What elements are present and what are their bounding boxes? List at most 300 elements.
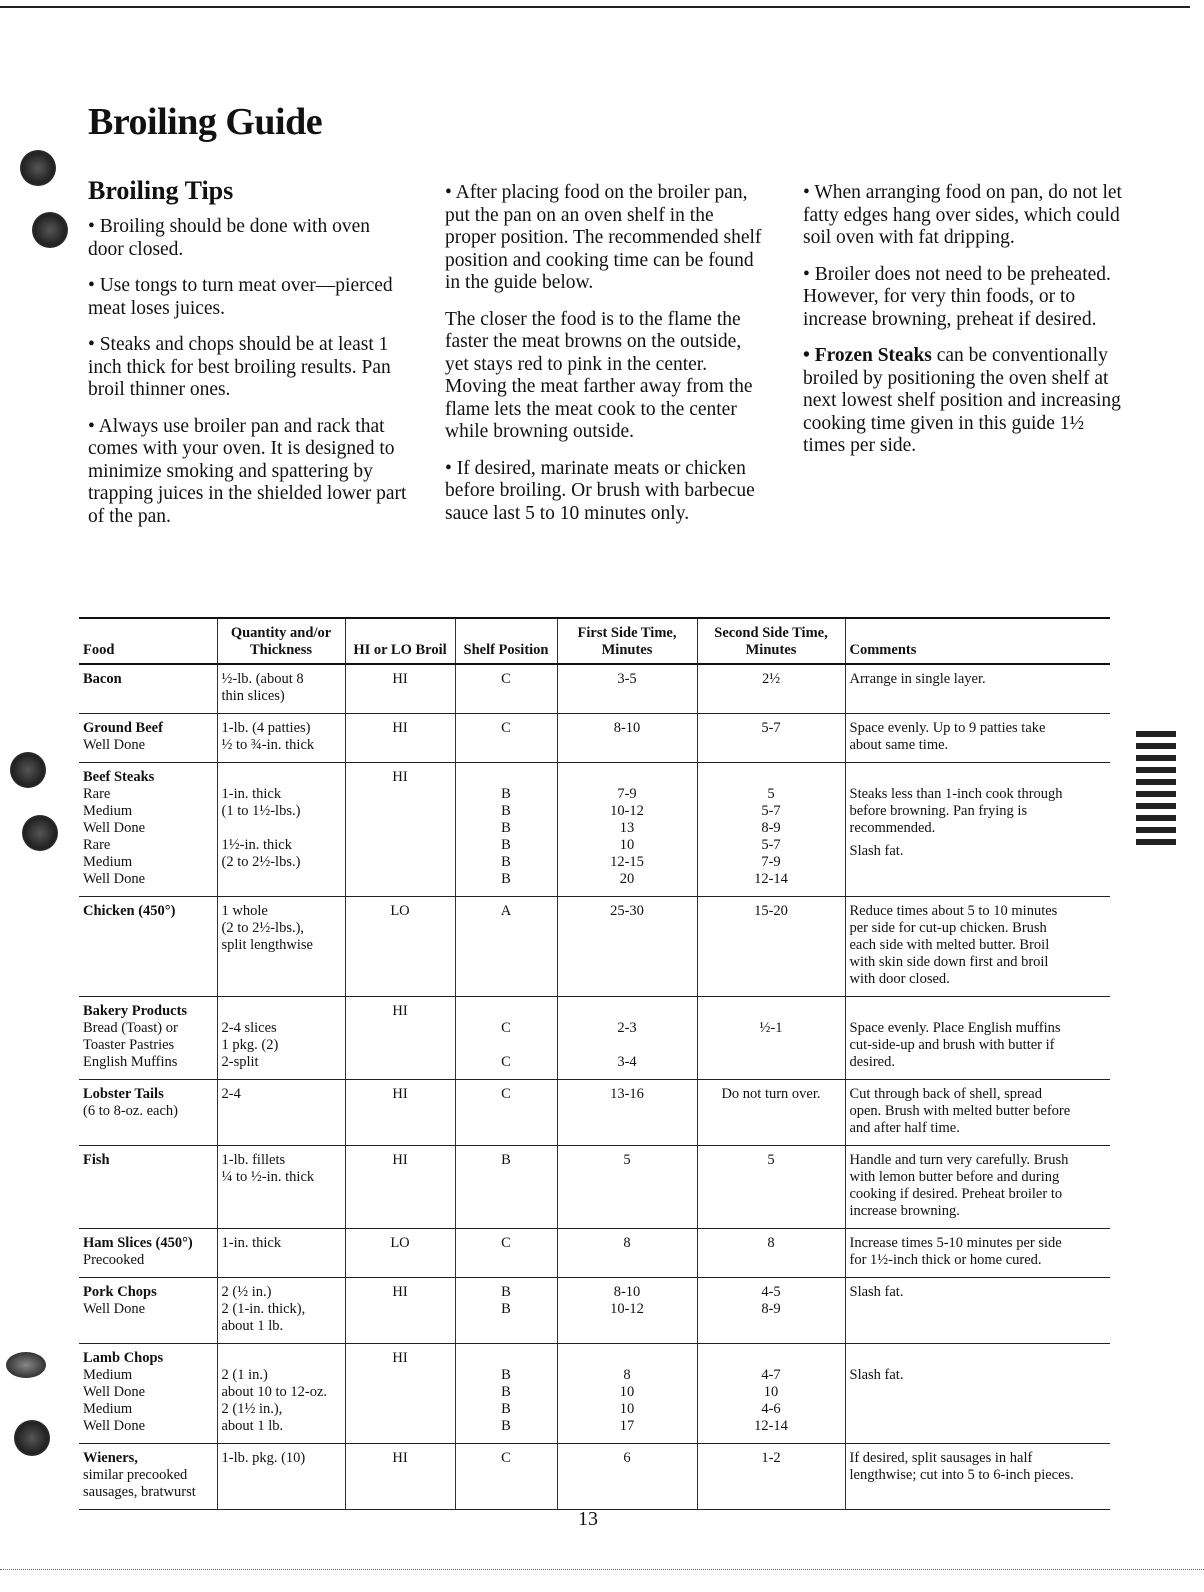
food-cell xyxy=(79,763,217,897)
cell-line: HI xyxy=(392,1450,408,1466)
comments-cell xyxy=(845,1229,1110,1278)
quantity-cell xyxy=(217,1444,345,1510)
broil-cell xyxy=(345,897,455,997)
table-row xyxy=(79,714,1110,763)
cell-line: 10 xyxy=(619,1384,635,1400)
cell-line: Bakery Products xyxy=(83,1003,188,1019)
cell-line: recommended. xyxy=(849,820,936,836)
cell-line: Well Done xyxy=(83,820,146,836)
broil-cell xyxy=(345,714,455,763)
food-cell xyxy=(79,897,217,997)
cell-line: ½-1 xyxy=(759,1020,783,1036)
cell-line xyxy=(222,1350,341,1367)
header-quantity: Quantity and/or Thickness xyxy=(217,618,345,664)
cell-line: 12-14 xyxy=(754,1418,788,1434)
cell-line: HI xyxy=(392,769,408,785)
cell-line xyxy=(702,1350,841,1367)
cell-line: 17 xyxy=(619,1418,635,1434)
comments-cell xyxy=(845,997,1110,1080)
cell-line: 25-30 xyxy=(610,903,644,919)
shelf-cell xyxy=(455,763,557,897)
cell-line: HI xyxy=(392,1152,408,1168)
cell-line: 10 xyxy=(619,1401,635,1417)
quantity-cell xyxy=(217,763,345,897)
cell-line: Ground Beef xyxy=(83,720,163,736)
cell-line: Well Done xyxy=(83,737,146,753)
shelf-cell xyxy=(455,897,557,997)
cell-line xyxy=(850,769,1107,786)
cell-line xyxy=(850,1350,1107,1367)
cell-line: B xyxy=(501,837,511,853)
cell-line xyxy=(562,1350,693,1367)
shelf-cell xyxy=(455,1080,557,1146)
cell-line: Space evenly. Place English muffins xyxy=(849,1020,1061,1036)
cell-line: 13 xyxy=(619,820,635,836)
broil-cell xyxy=(345,1278,455,1344)
cell-line: C xyxy=(501,1054,511,1070)
first-side-cell xyxy=(557,1080,697,1146)
food-cell xyxy=(79,1444,217,1510)
second-side-cell xyxy=(697,1278,845,1344)
food-cell xyxy=(79,1080,217,1146)
cell-line: 8 xyxy=(623,1367,631,1383)
table-row xyxy=(79,997,1110,1080)
cell-line: C xyxy=(501,720,511,736)
cell-line: about 1 lb. xyxy=(221,1418,284,1434)
edge-marks xyxy=(1136,725,1176,851)
comments-cell xyxy=(845,1278,1110,1344)
table-row xyxy=(79,664,1110,714)
cell-line: Lamb Chops xyxy=(83,1350,164,1366)
cell-line xyxy=(702,769,841,786)
cell-line: B xyxy=(501,1384,511,1400)
food-cell xyxy=(79,714,217,763)
food-cell xyxy=(79,997,217,1080)
first-side-cell xyxy=(557,1278,697,1344)
shelf-cell xyxy=(455,664,557,714)
cell-line: HI xyxy=(392,1003,408,1019)
cell-line: per side for cut-up chicken. Brush xyxy=(849,920,1047,936)
second-side-cell xyxy=(697,1080,845,1146)
cell-line: ¼ to ½-in. thick xyxy=(221,1169,315,1185)
broil-cell xyxy=(345,1146,455,1229)
cell-line: for 1½-inch thick or home cured. xyxy=(849,1252,1042,1268)
cell-line: 1-2 xyxy=(761,1450,781,1466)
cell-line: 2-4 xyxy=(221,1086,241,1102)
cell-line: 5-7 xyxy=(761,803,781,819)
tips-column-3 xyxy=(803,182,1123,472)
cell-line: about same time. xyxy=(849,737,949,753)
broil-cell xyxy=(345,1229,455,1278)
cell-line: (6 to 8-oz. each) xyxy=(83,1103,179,1119)
first-side-cell xyxy=(557,763,697,897)
broil-cell xyxy=(345,1344,455,1444)
cell-line: LO xyxy=(390,903,410,919)
cell-line: 1-in. thick xyxy=(221,1235,282,1251)
cell-line xyxy=(460,1037,553,1054)
cell-line xyxy=(222,820,341,837)
comments-cell xyxy=(845,1344,1110,1444)
second-side-cell xyxy=(697,1344,845,1444)
comments-cell xyxy=(845,897,1110,997)
cell-line: 2 (½ in.) xyxy=(221,1284,272,1300)
cell-line: 1 pkg. (2) xyxy=(221,1037,279,1053)
header-shelf: Shelf Position xyxy=(455,618,557,664)
cell-line: Medium xyxy=(83,803,133,819)
cell-line: Rare xyxy=(83,786,111,802)
tip: • If desired, marinate meats or chicken before broiling. Or brush with barbecue sauce last 5 to 10 minutes only. xyxy=(445,457,755,524)
cell-line: similar precooked xyxy=(83,1467,188,1483)
cell-line: about 10 to 12-oz. xyxy=(221,1384,328,1400)
cell-line: B xyxy=(501,1418,511,1434)
binder-hole xyxy=(32,212,68,248)
cell-line: cut-side-up and brush with butter if xyxy=(849,1037,1055,1053)
food-cell xyxy=(79,1229,217,1278)
tip: • Use tongs to turn meat over—pierced meat loses juices. xyxy=(88,275,393,319)
cell-line: Well Done xyxy=(83,1418,146,1434)
shelf-cell xyxy=(455,714,557,763)
cell-line: C xyxy=(501,1235,511,1251)
cell-line: 8-9 xyxy=(761,820,781,836)
quantity-cell xyxy=(217,1146,345,1229)
header-second-side: Second Side Time, Minutes xyxy=(697,618,845,664)
cell-line: Fish xyxy=(83,1152,110,1168)
broil-cell xyxy=(345,664,455,714)
cell-line: 2-split xyxy=(221,1054,259,1070)
cell-line: 2 (1 in.) xyxy=(221,1367,268,1383)
cell-line: B xyxy=(501,1284,511,1300)
cell-line xyxy=(562,1037,693,1054)
cell-line: Ham Slices (450°) xyxy=(83,1235,193,1251)
cell-line: Lobster Tails xyxy=(83,1086,164,1102)
cell-line: 1-lb. pkg. (10) xyxy=(221,1450,306,1466)
shelf-cell xyxy=(455,1229,557,1278)
cell-line: B xyxy=(501,803,511,819)
cell-line: 2-4 slices xyxy=(221,1020,277,1036)
cell-line: sausages, bratwurst xyxy=(83,1484,196,1500)
cell-line: ½-lb. (about 8 xyxy=(221,671,304,687)
second-side-cell xyxy=(697,1229,845,1278)
cell-line: English Muffins xyxy=(83,1054,178,1070)
cell-line: 5 xyxy=(767,1152,775,1168)
cell-line: open. Brush with melted butter before xyxy=(849,1103,1071,1119)
cell-line: 8 xyxy=(767,1235,775,1251)
cell-line: 8-9 xyxy=(761,1301,781,1317)
cell-line xyxy=(222,871,341,888)
broil-cell xyxy=(345,997,455,1080)
cell-line: Well Done xyxy=(83,1301,146,1317)
frozen-steaks-label: • Frozen Steaks xyxy=(803,345,932,366)
cell-line: Space evenly. Up to 9 patties take xyxy=(849,720,1046,736)
cell-line xyxy=(702,1003,841,1020)
cell-line: Pork Chops xyxy=(83,1284,157,1300)
comments-cell xyxy=(845,664,1110,714)
cell-line: 13-16 xyxy=(610,1086,644,1102)
cell-line: B xyxy=(501,1301,511,1317)
tip: • Broiler does not need to be preheated. However, for very thin foods, or to increase browning, preheat if desired. xyxy=(803,263,1111,330)
cell-line: 4-5 xyxy=(761,1284,781,1300)
cell-line: Reduce times about 5 to 10 minutes xyxy=(849,903,1058,919)
cell-line xyxy=(222,769,341,786)
cell-line: Well Done xyxy=(83,1384,146,1400)
tips-column-2 xyxy=(445,182,765,539)
quantity-cell xyxy=(217,714,345,763)
bottom-rule xyxy=(0,1569,1204,1570)
cell-line: 3-4 xyxy=(617,1054,637,1070)
header-comments: Comments xyxy=(845,618,1110,664)
cell-line: B xyxy=(501,786,511,802)
first-side-cell xyxy=(557,997,697,1080)
cell-line: Well Done xyxy=(83,871,146,887)
cell-line: 3-5 xyxy=(617,671,637,687)
page-title: Broiling Guide xyxy=(88,101,323,143)
cell-line: HI xyxy=(392,1350,408,1366)
cell-line: Rare xyxy=(83,837,111,853)
cell-line: 7-9 xyxy=(617,786,637,802)
cell-line: 20 xyxy=(619,871,635,887)
binder-hole xyxy=(22,815,58,851)
table-row xyxy=(79,763,1110,897)
broil-cell xyxy=(345,1080,455,1146)
cell-line xyxy=(460,1003,553,1020)
cell-line: Cut through back of shell, spread xyxy=(849,1086,1042,1102)
binder-hole xyxy=(14,1420,50,1456)
cell-line: Arrange in single layer. xyxy=(849,671,986,687)
tip: • Always use broiler pan and rack that comes with your oven. It is designed to minimize smoking and spattering by trapping juices in the shielded lower part of the pan. xyxy=(88,415,407,527)
cell-line: Chicken (450°) xyxy=(83,903,176,919)
cell-line: HI xyxy=(392,1086,408,1102)
comments-cell xyxy=(845,714,1110,763)
cell-line: 2 (1-in. thick), xyxy=(221,1301,306,1317)
cell-line: desired. xyxy=(849,1054,895,1070)
cell-line: 1-in. thick xyxy=(221,786,282,802)
cell-line: 10 xyxy=(619,837,635,853)
cell-line: (1 to 1½-lbs.) xyxy=(221,803,301,819)
table-header xyxy=(79,618,1110,664)
shelf-cell xyxy=(455,997,557,1080)
tip: • When arranging food on pan, do not let fatty edges hang over sides, which could soil oven with fat dripping. xyxy=(803,182,1122,248)
second-side-cell xyxy=(697,763,845,897)
cell-line: 5 xyxy=(623,1152,631,1168)
cell-line: B xyxy=(501,1401,511,1417)
comments-cell xyxy=(845,763,1110,897)
cell-line: 2 (1½ in.), xyxy=(221,1401,283,1417)
quantity-cell xyxy=(217,1344,345,1444)
cell-line xyxy=(222,1003,341,1020)
cell-line: with lemon butter before and during xyxy=(849,1169,1060,1185)
cell-line: about 1 lb. xyxy=(221,1318,284,1334)
cell-line: Medium xyxy=(83,854,133,870)
cell-line: HI xyxy=(392,720,408,736)
second-side-cell xyxy=(697,1444,845,1510)
cell-line: 15-20 xyxy=(754,903,788,919)
comments-cell xyxy=(845,1444,1110,1510)
cell-line: 5-7 xyxy=(761,837,781,853)
table-row xyxy=(79,1229,1110,1278)
cell-line: Bread (Toast) or xyxy=(83,1020,178,1036)
cell-line: cooking if desired. Preheat broiler to xyxy=(849,1186,1063,1202)
cell-line: 12-14 xyxy=(754,871,788,887)
cell-line xyxy=(562,1003,693,1020)
cell-line: C xyxy=(501,1450,511,1466)
first-side-cell xyxy=(557,1229,697,1278)
cell-line: 10 xyxy=(763,1384,779,1400)
cell-line: thin slices) xyxy=(221,688,285,704)
quantity-cell xyxy=(217,664,345,714)
broiling-table xyxy=(79,617,1110,1510)
cell-line: 1½-in. thick xyxy=(221,837,292,853)
cell-line: 4-6 xyxy=(761,1401,781,1417)
second-side-cell xyxy=(697,1146,845,1229)
second-side-cell xyxy=(697,897,845,997)
cell-line: Precooked xyxy=(83,1252,145,1268)
cell-line: 1 whole xyxy=(221,903,268,919)
cell-line: 10-12 xyxy=(610,803,644,819)
food-cell xyxy=(79,1344,217,1444)
page-number: 13 xyxy=(578,1508,598,1530)
shelf-cell xyxy=(455,1344,557,1444)
shelf-cell xyxy=(455,1444,557,1510)
cell-line: 7-9 xyxy=(761,854,781,870)
tip-frozen-steaks xyxy=(803,345,1123,458)
cell-line: C xyxy=(501,1086,511,1102)
cell-line: Do not turn over. xyxy=(721,1086,821,1102)
cell-line: C xyxy=(501,1020,511,1036)
cell-line: Slash fat. xyxy=(849,1284,904,1300)
second-side-cell xyxy=(697,714,845,763)
table-row xyxy=(79,1080,1110,1146)
cell-line: B xyxy=(501,854,511,870)
cell-line: Handle and turn very carefully. Brush xyxy=(849,1152,1069,1168)
header-food: Food xyxy=(79,618,217,664)
cell-line: Increase times 5-10 minutes per side xyxy=(849,1235,1062,1251)
cell-line: lengthwise; cut into 5 to 6-inch pieces. xyxy=(849,1467,1074,1483)
table-row xyxy=(79,1278,1110,1344)
tips-heading: Broiling Tips xyxy=(88,176,234,205)
cell-line: Slash fat. xyxy=(849,1367,904,1383)
cell-line: C xyxy=(501,671,511,687)
binder-hole xyxy=(6,1352,46,1378)
cell-line: with door closed. xyxy=(849,971,950,987)
comments-cell xyxy=(845,1146,1110,1229)
cell-line: (2 to 2½-lbs.) xyxy=(221,854,301,870)
cell-line: 4-7 xyxy=(761,1367,781,1383)
food-cell xyxy=(79,1146,217,1229)
cell-line: Bacon xyxy=(83,671,122,687)
first-side-cell xyxy=(557,1444,697,1510)
cell-line: HI xyxy=(392,671,408,687)
cell-line: 5-7 xyxy=(761,720,781,736)
cell-line: HI xyxy=(392,1284,408,1300)
cell-line xyxy=(562,769,693,786)
table-row xyxy=(79,1146,1110,1229)
cell-line: B xyxy=(501,1367,511,1383)
first-side-cell xyxy=(557,1146,697,1229)
cell-line: 6 xyxy=(623,1450,631,1466)
tips-column-1 xyxy=(88,216,408,542)
cell-line: Medium xyxy=(83,1367,133,1383)
cell-line: LO xyxy=(390,1235,410,1251)
header-broil: HI or LO Broil xyxy=(345,618,455,664)
cell-line: with skin side down first and broil xyxy=(849,954,1049,970)
cell-line: B xyxy=(501,1152,511,1168)
cell-line: (2 to 2½-lbs.), xyxy=(221,920,305,936)
table-row xyxy=(79,1444,1110,1510)
tip: The closer the food is to the flame the faster the meat browns on the outside, yet stays red to pink in the center. Moving the meat farther away from the flame lets the meat cook to the center while browning outside. xyxy=(445,308,753,442)
cell-line: Toaster Pastries xyxy=(83,1037,175,1053)
cell-line: each side with melted butter. Broil xyxy=(849,937,1050,953)
cell-line: Steaks less than 1-inch cook through xyxy=(849,786,1063,802)
second-side-cell xyxy=(697,997,845,1080)
quantity-cell xyxy=(217,1229,345,1278)
tip: • Broiling should be done with oven door closed. xyxy=(88,216,370,260)
cell-line: ½ to ¾-in. thick xyxy=(221,737,315,753)
binder-hole xyxy=(10,752,46,788)
cell-line: Beef Steaks xyxy=(83,769,155,785)
cell-line: Slash fat. xyxy=(849,843,904,859)
cell-line: Wieners, xyxy=(83,1450,138,1466)
second-side-cell xyxy=(697,664,845,714)
cell-line xyxy=(850,1003,1107,1020)
cell-line: 2-3 xyxy=(617,1020,637,1036)
header-first-side: First Side Time, Minutes xyxy=(557,618,697,664)
frozen-steaks-text: can be conventionally broiled by positioning the oven shelf at next lowest shelf position and increasing cooking time given in this guide 1½ times per side. xyxy=(803,345,1121,456)
table-row xyxy=(79,1344,1110,1444)
quantity-cell xyxy=(217,1080,345,1146)
cell-line: A xyxy=(500,903,512,919)
broil-cell xyxy=(345,1444,455,1510)
quantity-cell xyxy=(217,897,345,997)
cell-line xyxy=(460,769,553,786)
shelf-cell xyxy=(455,1278,557,1344)
cell-line: 5 xyxy=(767,786,775,802)
comments-cell xyxy=(845,1080,1110,1146)
first-side-cell xyxy=(557,897,697,997)
cell-line: 8-10 xyxy=(613,720,641,736)
cell-line: 1-lb. fillets xyxy=(221,1152,286,1168)
tip: • After placing food on the broiler pan, put the pan on an oven shelf in the proper position. The recommended shelf position and cooking time can be found in the guide below. xyxy=(445,182,762,293)
cell-line: and after half time. xyxy=(849,1120,960,1136)
cell-line: If desired, split sausages in half xyxy=(849,1450,1033,1466)
table-row xyxy=(79,897,1110,997)
cell-line: B xyxy=(501,871,511,887)
top-rule xyxy=(0,6,1190,8)
cell-line: before browning. Pan frying is xyxy=(849,803,1028,819)
cell-line: 8-10 xyxy=(613,1284,641,1300)
tip: • Steaks and chops should be at least 1 inch thick for best broiling results. Pan broil thinner ones. xyxy=(88,334,391,400)
cell-line: increase browning. xyxy=(849,1203,960,1219)
cell-line: 1-lb. (4 patties) xyxy=(221,720,311,736)
quantity-cell xyxy=(217,1278,345,1344)
binder-hole xyxy=(20,150,56,186)
food-cell xyxy=(79,664,217,714)
shelf-cell xyxy=(455,1146,557,1229)
cell-line: Medium xyxy=(83,1401,133,1417)
food-cell xyxy=(79,1278,217,1344)
first-side-cell xyxy=(557,714,697,763)
cell-line: 8 xyxy=(623,1235,631,1251)
first-side-cell xyxy=(557,1344,697,1444)
cell-line: B xyxy=(501,820,511,836)
cell-line xyxy=(460,1350,553,1367)
first-side-cell xyxy=(557,664,697,714)
cell-line: 10-12 xyxy=(610,1301,644,1317)
broil-cell xyxy=(345,763,455,897)
quantity-cell xyxy=(217,997,345,1080)
cell-line: split lengthwise xyxy=(221,937,313,953)
cell-line: 2½ xyxy=(761,671,781,687)
cell-line: 12-15 xyxy=(610,854,644,870)
